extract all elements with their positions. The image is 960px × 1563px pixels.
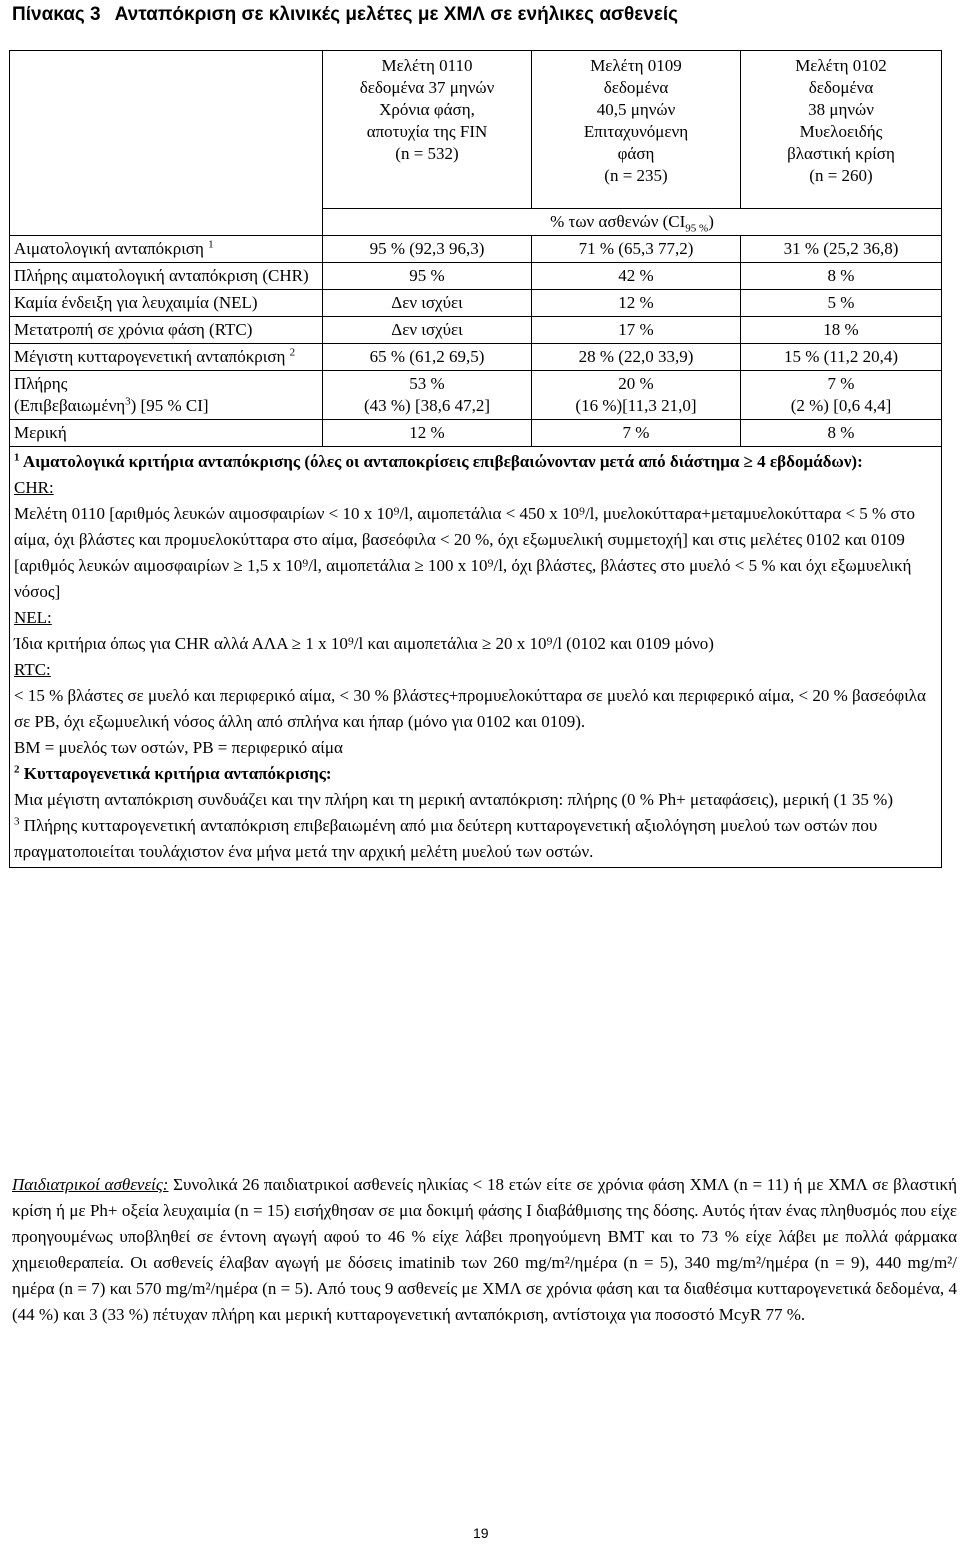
nel-label: NEL: — [14, 608, 52, 627]
table-title: Ανταπόκριση σε κλινικές μελέτες με ΧΜΛ σε ενήλικες ασθενείς — [114, 4, 679, 25]
pediatric-lead: Παιδιατρικοί ασθενείς: — [12, 1175, 169, 1194]
table-row: Πλήρης (Επιβεβαιωμένη$^3$) [95 % CI] 53 % (43 %) [38,6 47,2] 20 % (16 %)[11,3 21,0] 7 % (2 %) [0,6 4,4] — [10, 371, 942, 420]
column-header-study-0109: Μελέτη 0109 δεδομένα 40,5 μηνών Επιταχυνόμενη φάση (n = 235) — [532, 51, 741, 209]
table-row: Μερική 12 % 7 % 8 % — [10, 420, 942, 447]
table-row: Πλήρης αιματολογική ανταπόκριση (CHR) 95 % 42 % 8 % — [10, 263, 942, 290]
table-header-row — [10, 51, 942, 209]
footnotes-row — [10, 447, 942, 868]
table-row: Μετατροπή σε χρόνια φάση (RTC) Δεν ισχύει 17 % 18 % — [10, 317, 942, 344]
table-row: Αιματολογική ανταπόκριση $^1$ 95 % (92,3 96,3) 71 % (65,3 77,2) 31 % (25,2 36,8) — [10, 236, 942, 263]
header-empty-cell — [10, 51, 323, 209]
chr-label: CHR: — [14, 478, 54, 497]
table-number: Πίνακας 3 — [12, 4, 101, 25]
column-header-study-0102: Μελέτη 0102 δεδομένα 38 μηνών Μυελοειδής βλαστική κρίση (n = 260) — [741, 51, 942, 209]
subheader-row — [10, 209, 942, 236]
pediatric-paragraph — [12, 1172, 957, 1328]
page-number: 19 — [473, 1525, 489, 1541]
footnote-2-text: Μια μέγιστη ανταπόκριση συνδυάζει και την πλήρη και τη μερική ανταπόκριση: πλήρης (0 % Ph+ μεταφάσεις), μερική (1 35 %) — [14, 790, 893, 809]
response-table — [9, 50, 942, 868]
table-heading — [12, 4, 678, 26]
chr-criteria: Μελέτη 0110 [αριθμός λευκών αιμοσφαιρίων < 10 x 10⁹/l, αιμοπετάλια < 450 x 10⁹/l, μυελοκύτταρα+μεταμυελοκύτταρα < 5 % στο αίμα, όχι βλάστες και προμυελοκύτταρα στο αίμα, βασεόφιλα < 20 %, όχι εξωμυελική συμμετοχή] και στις μελέτες 0102 και 0109 [αριθμός λευκών αιμοσφαιρίων ≥ 1,5 x 10⁹/l, αιμοπετάλια ≥ 100 x 10⁹/l, όχι βλάστες, βλάστες στο μυελό < 5 % και όχι εξωμυελική νόσος] — [14, 504, 915, 601]
rtc-criteria: < 15 % βλάστες σε μυελό και περιφερικό αίμα, < 30 % βλάστες+προμυελοκύτταρα σε μυελό και περιφερικό αίμα, < 20 % βασεόφιλα σε PB, όχι εξωμυελική νόσος άλλη από σπλήνα και ήπαρ (μόνο για 0102 και 0109). — [14, 686, 926, 731]
table-row: Καμία ένδειξη για λευχαιμία (NEL) Δεν ισχύει 12 % 5 % — [10, 290, 942, 317]
footnote-3-text: Πλήρης κυτταρογενετική ανταπόκριση επιβεβαιωμένη από μια δεύτερη κυτταρογενετική αξιολόγηση μυελού των οστών που πραγματοποιείται τουλάχιστον ένα μήνα μετά την αρχική μελέτη μυελού των οστών. — [14, 816, 878, 861]
nel-criteria: Ίδια κριτήρια όπως για CHR αλλά ΑΛΑ ≥ 1 x 10⁹/l και αιμοπετάλια ≥ 20 x 10⁹/l (0102 και 0109 μόνο) — [14, 634, 714, 653]
table-footnotes: $^1$ Αιματολογικά κριτήρια ανταπόκρισης (όλες οι ανταποκρίσεις επιβεβαιώνονταν μετά από διάστημα ≥ 4 εβδομάδων): CHR: Μελέτη 0110 [αριθμός λευκών αιμοσφαιρίων < 10 x 10⁹/l, αιμοπετάλια < 450 x 10⁹/l, μυελοκύτταρα+μεταμυελοκύτταρα < 5 % στο αίμα, όχι βλάστες και προμυελοκύτταρα στο αίμα, βασεόφιλα < 20 %, όχι εξωμυελική συμμετοχή] και στις μελέτες 0102 και 0109 [αριθμός λευκών αιμοσφαιρίων ≥ 1,5 x 10⁹/l, αιμοπετάλια ≥ 100 x 10⁹/l, όχι βλάστες, βλάστες στο μυελό < 5 % και όχι εξωμυελική νόσος] NEL: Ίδια κριτήρια όπως για CHR αλλά ΑΛΑ ≥ 1 x 10⁹/l και αιμοπετάλια ≥ 20 x 10⁹/l (0102 και 0109 μόνο) RTC: < 15 % βλάστες σε μυελό και περιφερικό αίμα, < 30 % βλάστες+προμυελοκύτταρα σε μυελό και περιφερικό αίμα, < 20 % βασεόφιλα σε PB, όχι εξωμυελική νόσος άλλη από σπλήνα και ήπαρ (μόνο για 0102 και 0109). BM = μυελός των οστών, PB = περιφερικό αίμα $^2$ Κυτταρογενετικά κριτήρια ανταπόκρισης: Μια μέγιστη ανταπόκριση συνδυάζει και την πλήρη και τη μερική ανταπόκριση: πλήρης (0 % Ph+ μεταφάσεις), μερική (1 35 %) $^3$ Πλήρης κυτταρογενετική ανταπόκριση επιβεβαιωμένη από μια δεύτερη κυτταρογενετική αξιολόγηση μυελού των οστών που πραγματοποιείται τουλάχιστον ένα μήνα μετά την αρχική μελέτη μυελού των οστών. — [10, 447, 942, 868]
footnote-2-title: Κυτταρογενετικά κριτήρια ανταπόκρισης: — [23, 764, 332, 783]
rtc-label: RTC: — [14, 660, 51, 679]
abbreviations: BM = μυελός των οστών, PB = περιφερικό αίμα — [14, 738, 343, 757]
pediatric-text: Συνολικά 26 παιδιατρικοί ασθενείς ηλικίας < 18 ετών είτε σε χρόνια φάση ΧΜΛ (n = 11) ή με ΧΜΛ σε βλαστική κρίση ή με Ph+ οξεία λευχαιμία (n = 15) εισήχθησαν σε μια δοκιμή φάσης Ι διαβάθμισης της δόσης. Αυτός ήταν ένας πληθυσμός που είχε προηγουμένως υποβληθεί σε έντονη αγωγή αφού το 46 % είχε λάβει προηγούμενη BMT και το 73 % είχε λάβει με πολλά φάρμακα χημειοθεραπεία. Οι ασθενείς έλαβαν αγωγή με δόσεις imatinib των 260 mg/m²/ημέρα (n = 5), 340 mg/m²/ημέρα (n = 9), 440 mg/m²/ημέρα (n = 7) και 570 mg/m²/ημέρα (n = 5). Από τους 9 ασθενείς με ΧΜΛ σε χρόνια φάση και τα διαθέσιμα κυτταρογενετικά δεδομένα, 4 (44 %) και 3 (33 %) πέτυχαν πλήρη και μερική κυτταρογενετική ανταπόκριση, αντίστοιχα για ποσοστό McyR 77 %. — [12, 1175, 957, 1324]
percent-patients-ci: % των ασθενών $(CI_{95 \%})$ — [323, 209, 942, 236]
column-header-study-0110: Μελέτη 0110 δεδομένα 37 μηνών Χρόνια φάση, αποτυχία της FIN (n = 532) — [323, 51, 532, 209]
footnote-1-title: Αιματολογικά κριτήρια ανταπόκρισης (όλες οι ανταποκρίσεις επιβεβαιώνονταν μετά από διάστημα ≥ 4 εβδομάδων): — [22, 452, 863, 471]
table-row: Μέγιστη κυτταρογενετική ανταπόκριση $^2$ 65 % (61,2 69,5) 28 % (22,0 33,9) 15 % (11,2 20,4) — [10, 344, 942, 371]
